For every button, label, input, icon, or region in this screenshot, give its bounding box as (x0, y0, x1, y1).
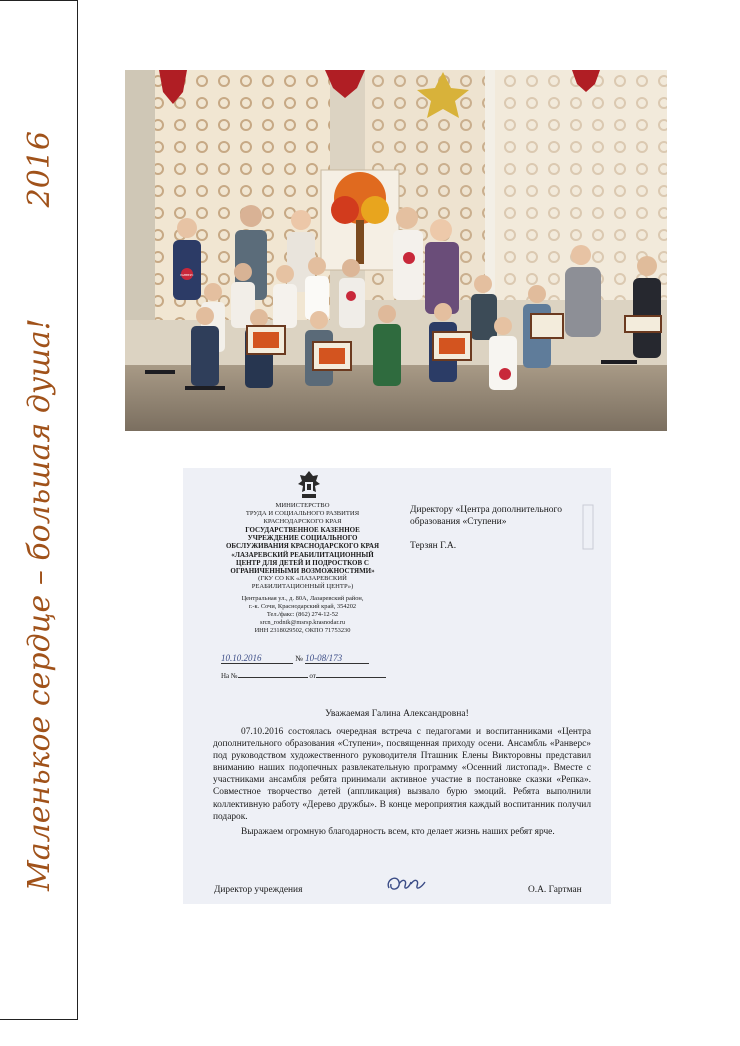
recipient-name: Терзян Г.А. (410, 541, 457, 551)
letterhead-org-line: ГОСУДАРСТВЕННОЕ КАЗЕННОЕ (245, 526, 360, 534)
letterhead-org-line: ОБСЛУЖИВАНИЯ КРАСНОДАРСКОГО КРАЯ (225, 542, 380, 551)
letterhead-phone: Тел./факс: (862) 274-12-52 (266, 611, 339, 619)
body-paragraph: 07.10.2016 состоялась очередная встреча с педагогами и воспитанниками «Центра дополнительного образования «Ступени», посвященная приходу осени. Ансамбль «Ранверс» под руководством художественного руководителя Пташник Елены Викторовны представил вниманию наших подопечных развлекательную программу «Осенний листопад». Вместе с участниками ансамбля ребята принимали активное участие в постановке сказки «Репка». Совместное творчество детей (аппликация) вызвало бурю эмоций. Ребята выполнили коллективную работу «Дерево дружбы». В конце мероприятия каждый воспитанник получил подарок. (213, 727, 591, 822)
badge-label: РАНВЕРС (180, 273, 194, 277)
letterhead-email: srcn_rodnik@msrsp.krasnodar.ru (259, 619, 346, 627)
group-photo-illustration (125, 70, 667, 431)
reference-from-label: от (309, 672, 316, 680)
side-banner-year: 2016 (22, 131, 57, 208)
body-paragraph: Выражаем огромную благодарность всем, кто делает жизнь наших ребят ярче. (241, 826, 555, 837)
letterhead-org-line: ОГРАНИЧЕННЫМИ ВОЗМОЖНОСТЯМИ» (230, 567, 375, 576)
incoming-stamp-icon (581, 503, 597, 553)
letterhead-line: КРАСНОДАРСКОГО КРАЯ (263, 518, 342, 525)
letter-document (183, 468, 611, 904)
outgoing-number: 10-08/173 (305, 653, 369, 664)
group-photo (125, 70, 667, 431)
recipient-line: образования «Ступени» (410, 517, 507, 527)
letterhead-short-name: РЕАБИЛИТАЦИОННЫЙ ЦЕНТР») (251, 583, 354, 591)
letterhead-address: г.-к. Сочи, Краснодарский край, 354202 (248, 603, 357, 611)
letterhead-address: Центральная ул., д. 80А, Лазаревский район, (241, 595, 364, 603)
outgoing-date: 10.10.2016 (221, 653, 293, 664)
recipient-block (410, 504, 605, 528)
letterhead-line: МИНИСТЕРСТВО (275, 502, 330, 509)
signature-role: Директор учреждения (214, 885, 303, 895)
letterhead-short-name: (ГКУ СО КК «ЛАЗАРЕВСКИЙ (258, 575, 347, 583)
outgoing-number-prefix: № (295, 654, 303, 663)
coat-of-arms-icon (296, 470, 322, 500)
greeting: Уважаемая Галина Александровна! (325, 708, 469, 719)
side-banner-frame (0, 0, 78, 1020)
reference-label: На № (221, 672, 238, 680)
side-banner-slogan: Маленькое сердце – большая душа! (22, 318, 57, 891)
letterhead-org-line: УЧРЕЖДЕНИЕ СОЦИАЛЬНОГО (247, 534, 358, 543)
letterhead-line: ТРУДА И СОЦИАЛЬНОГО РАЗВИТИЯ (245, 510, 360, 517)
letterhead-org-line: «ЛАЗАРЕВСКИЙ РЕАБИЛИТАЦИОННЫЙ (231, 550, 374, 559)
reference-line (221, 672, 386, 680)
recipient-line: Директору «Центра дополнительного (410, 505, 562, 515)
outgoing-date-number (221, 653, 369, 664)
handwritten-signature (383, 872, 427, 896)
signature-name: О.А. Гартман (528, 885, 582, 895)
letterhead-org-line: ЦЕНТР ДЛЯ ДЕТЕЙ И ПОДРОСТКОВ С (236, 558, 369, 567)
letterhead-inn: ИНН 2318029502, ОКПО 71753230 (254, 627, 351, 635)
side-banner-title (22, 131, 58, 891)
letter-body (213, 726, 591, 838)
